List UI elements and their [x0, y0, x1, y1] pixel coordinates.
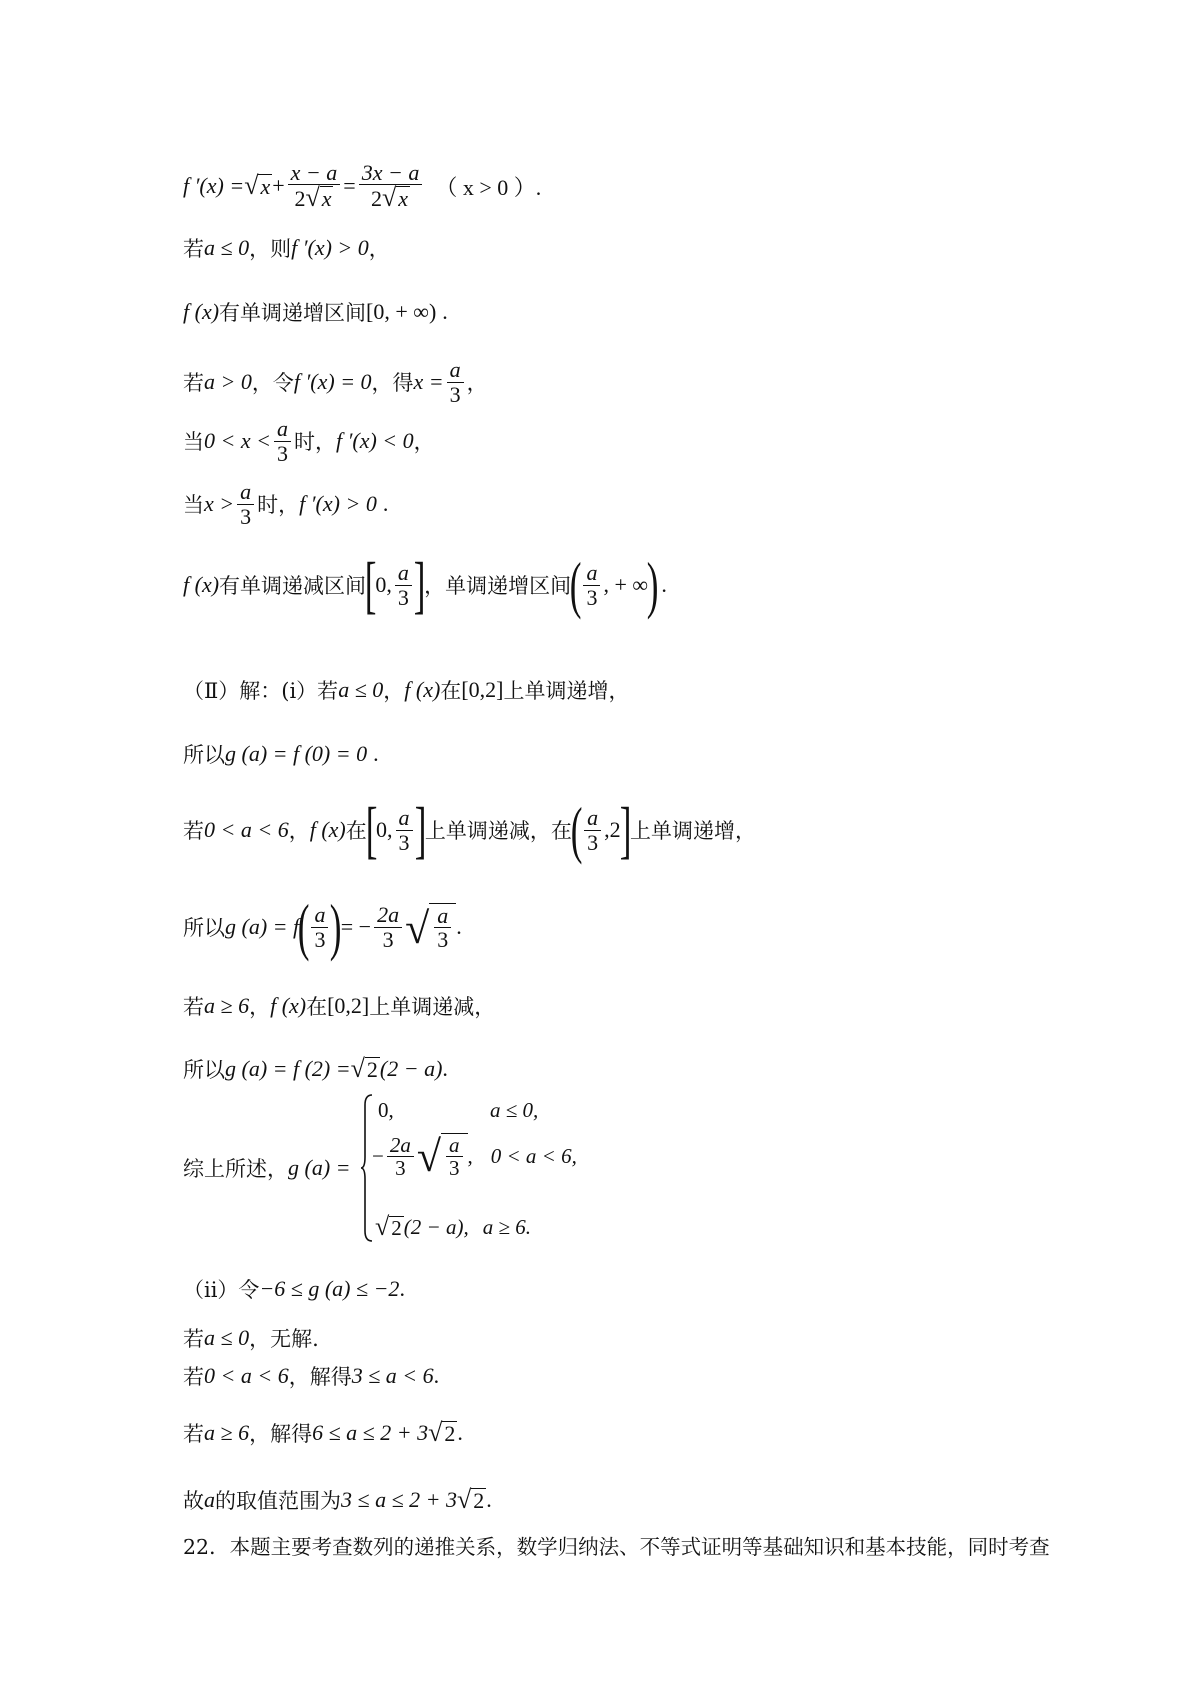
text-line: 当 0 < x < $\frac{a}{3}$ 时， f ′(x) < 0 ，	[183, 416, 435, 466]
text-line: 若 a ≥ 6 ，解得 6 ≤ a ≤ 2 + 3 √ 2 .	[183, 1418, 463, 1447]
fraction: $\frac{a}{3}$	[311, 903, 328, 950]
fraction: 3x − a 2 √ x	[359, 161, 423, 211]
fraction: $\frac{a}{3}$	[274, 417, 291, 464]
text-line: 22．本题主要考查数列的递推关系，数学归纳法、不等式证明等基础知识和基本技能，同时考查	[183, 1535, 1050, 1559]
case-row-2: − $\frac{2a}{3}$ √ $\frac{a}{3}$ , 0 < a < 6,	[372, 1132, 577, 1182]
fraction: $\frac{a}{3}$	[237, 480, 254, 527]
text-line: （Ⅱ）解：(i）若 a ≤ 0 ， f (x) 在 [0,2] 上单调递增，	[183, 677, 630, 703]
text-line: 当 x > $\frac{a}{3}$ 时， f ′(x) > 0 .	[183, 479, 389, 529]
text-line: 若 a ≤ 0 ，则 f ′(x) > 0 ，	[183, 235, 390, 261]
fraction: $\frac{a}{3}$	[584, 806, 601, 853]
text-line: 若 a ≥ 6 ， f (x) 在 [0,2] 上单调递减，	[183, 993, 496, 1019]
fraction: x − a 2 √ x	[288, 161, 341, 211]
text-line: （ii）令 −6 ≤ g (a) ≤ −2 .	[183, 1276, 405, 1302]
text-line: 所以 g (a) = f ( $\frac{a}{3}$ ) = − $\frac{2a}{3}$ √ $\frac{a}{3}$ .	[183, 891, 462, 962]
formula-derivative: f ′(x) = √ x + x − a 2 √ x = 3x − a 2 √ x （ x > 0 ）.	[183, 159, 542, 213]
text-line: 所以 g (a) = f (2) = √ 2 (2 − a) .	[183, 1054, 448, 1083]
text-line: 若 0 < a < 6 ，解得 3 ≤ a < 6 .	[183, 1363, 440, 1389]
fraction: $\frac{a}{3}$	[447, 358, 464, 405]
fraction: $\frac{a}{3}$	[396, 806, 413, 853]
text-line: 所以 g (a) = f (0) = 0 .	[183, 741, 379, 767]
case-row-1: 0, a ≤ 0,	[378, 1098, 539, 1122]
text-line: 若 a ≤ 0 ，无解.	[183, 1325, 319, 1351]
text-line: f (x) 有单调递增区间 [0, + ∞) .	[183, 299, 448, 325]
text-line: 故 a 的取值范围为 3 ≤ a ≤ 2 + 3 √ 2 .	[183, 1485, 492, 1514]
text-line: 综上所述， g (a) =	[183, 1155, 351, 1181]
text-line: f (x) 有单调递减区间 [ 0, $\frac{a}{3}$ ] ，单调递增区间 ( $\frac{a}{3}$ , + ∞ ) .	[183, 549, 667, 620]
case-row-3: √ 2 (2 − a), a ≥ 6.	[375, 1212, 531, 1241]
text-line: 若 a > 0 ，令 f ′(x) = 0 ，得 x = $\frac{a}{3}$ ，	[183, 357, 488, 407]
fraction: $\frac{a}{3}$	[395, 561, 412, 608]
fraction: $\frac{a}{3}$	[583, 561, 600, 608]
text-line: 若 0 < a < 6 ， f (x) 在 [ 0, $\frac{a}{3}$ ] 上单调递减，在 ( $\frac{a}{3}$ ,2 ] 上单调递增，	[183, 794, 756, 865]
fraction: $\frac{2a}{3}$	[374, 903, 402, 950]
sqrt: √ $\frac{a}{3}$	[405, 903, 456, 951]
